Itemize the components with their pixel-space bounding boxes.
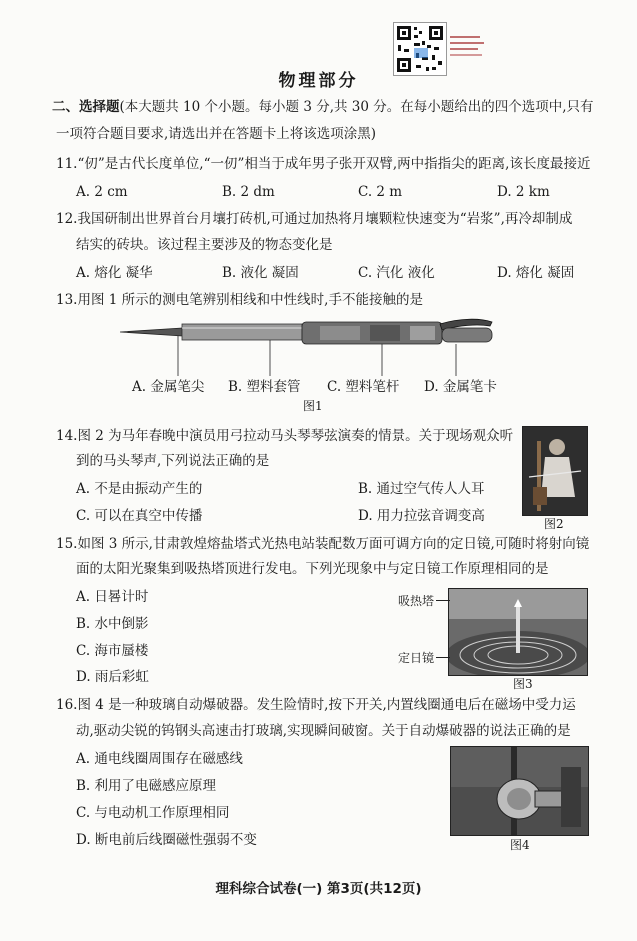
question-text: “仞”是古代长度单位,“一仞”相当于成年男子张开双臂,两中指指尖的距离,该长度最接近 (77, 156, 591, 172)
question-text: 如图 3 所示,甘肃敦煌熔盐塔式光热电站装配数万面可调方向的定日镜,可随时将射向镜 (77, 536, 590, 552)
q15-option-c: C. 海市蜃楼 (76, 643, 149, 659)
figure-3-caption: 图3 (513, 677, 533, 691)
question-text: 图 2 为马年春晚中演员用弓拉动马头琴琴弦演奏的情景。关于现场观众听 (77, 428, 514, 444)
question-number: 15. (56, 536, 78, 552)
q13-option-c: C. 塑料笔杆 (327, 379, 400, 395)
q14-option-b: B. 通过空气传人人耳 (358, 481, 485, 497)
question-text: 图 4 是一种玻璃自动爆破器。发生险情时,按下开关,内置线圈通电后在磁场中受力运 (77, 697, 576, 713)
q14-option-a: A. 不是由振动产生的 (76, 481, 203, 497)
q11-option-a: A. 2 cm (76, 184, 128, 200)
page-footer: 理科综合试卷(一) 第3页(共12页) (215, 881, 422, 897)
figure-3-label-heliostat: 定日镜 (398, 651, 435, 665)
q12-option-a: A. 熔化 凝华 (76, 265, 153, 281)
figure-4-photo (450, 746, 589, 836)
q16-option-a: A. 通电线圈周围存在磁感线 (76, 751, 243, 767)
question-12-stem-2: 结实的砖块。该过程主要涉及的物态变化是 (76, 237, 333, 253)
question-text: 用图 1 所示的测电笔辨别相线和中性线时,手不能接触的是 (77, 292, 423, 308)
q13-option-b: B. 塑料套管 (228, 379, 301, 395)
figure-3-photo (448, 588, 588, 676)
q13-option-d: D. 金属笔卡 (424, 379, 497, 395)
question-16-stem-2: 动,驱动尖锐的钨钢头高速击打玻璃,实现瞬间破窗。关于自动爆破器的说法正确的是 (76, 723, 571, 739)
question-number: 16. (56, 697, 78, 713)
q13-option-a: A. 金属笔尖 (132, 379, 205, 395)
q12-option-b: B. 液化 凝固 (222, 265, 299, 281)
question-text: 我国研制出世界首台月壤打砖机,可通过加热将月壤颗粒快速变为“岩浆”,再冷却制成 (77, 211, 573, 227)
q11-option-c: C. 2 m (358, 184, 403, 200)
figure-2-photo (522, 426, 588, 516)
question-16-stem (56, 696, 613, 714)
q11-option-b: B. 2 dm (222, 184, 275, 200)
q12-option-c: C. 汽化 液化 (358, 265, 435, 281)
question-number: 11. (56, 156, 78, 172)
question-number: 13. (56, 292, 78, 308)
q15-option-b: B. 水中倒影 (76, 616, 149, 632)
instructions-heading: 二、选择题 (52, 99, 120, 115)
question-15-stem-2: 面的太阳光聚集到吸热塔顶进行发电。下列光现象中与定日镜工作原理相同的是 (76, 561, 549, 577)
figure-2-caption: 图2 (544, 517, 564, 531)
instructions-text-1: (本大题共 10 个小题。每小题 3 分,共 30 分。在每小题给出的四个选项中,只有 (119, 99, 594, 115)
question-13-stem (56, 291, 613, 309)
question-14-stem (56, 427, 514, 445)
instructions-line-2: 一项符合题目要求,请选出并在答题卡上将该选项涂黑) (56, 126, 377, 142)
question-number: 14. (56, 428, 78, 444)
test-pen-figure (120, 316, 520, 384)
figure-1-caption: 图1 (303, 399, 323, 413)
question-number: 12. (56, 211, 78, 227)
q16-option-b: B. 利用了电磁感应原理 (76, 778, 217, 794)
q11-option-d: D. 2 km (497, 184, 550, 200)
q15-option-d: D. 雨后彩虹 (76, 669, 149, 685)
q12-option-d: D. 熔化 凝固 (497, 265, 575, 281)
figure-4-caption: 图4 (510, 838, 530, 852)
q14-option-c: C. 可以在真空中传播 (76, 508, 203, 524)
instructions-line-1 (52, 98, 613, 116)
q15-option-a: A. 日晷计时 (76, 589, 149, 605)
q14-option-d: D. 用力拉弦音调变高 (358, 508, 485, 524)
figure-3-tower-leader (436, 600, 450, 601)
question-15-stem (56, 535, 613, 553)
q16-option-d: D. 断电前后线圈磁性强弱不变 (76, 832, 257, 848)
q16-option-c: C. 与电动机工作原理相同 (76, 805, 230, 821)
figure-3-heliostat-leader (436, 657, 450, 658)
figure-3-label-tower: 吸热塔 (398, 594, 435, 608)
section-title: 物理部分 (278, 71, 359, 91)
question-14-stem-2: 到的马头琴声,下列说法正确的是 (76, 453, 270, 469)
question-12-stem (56, 210, 613, 228)
question-11-stem (56, 155, 613, 173)
